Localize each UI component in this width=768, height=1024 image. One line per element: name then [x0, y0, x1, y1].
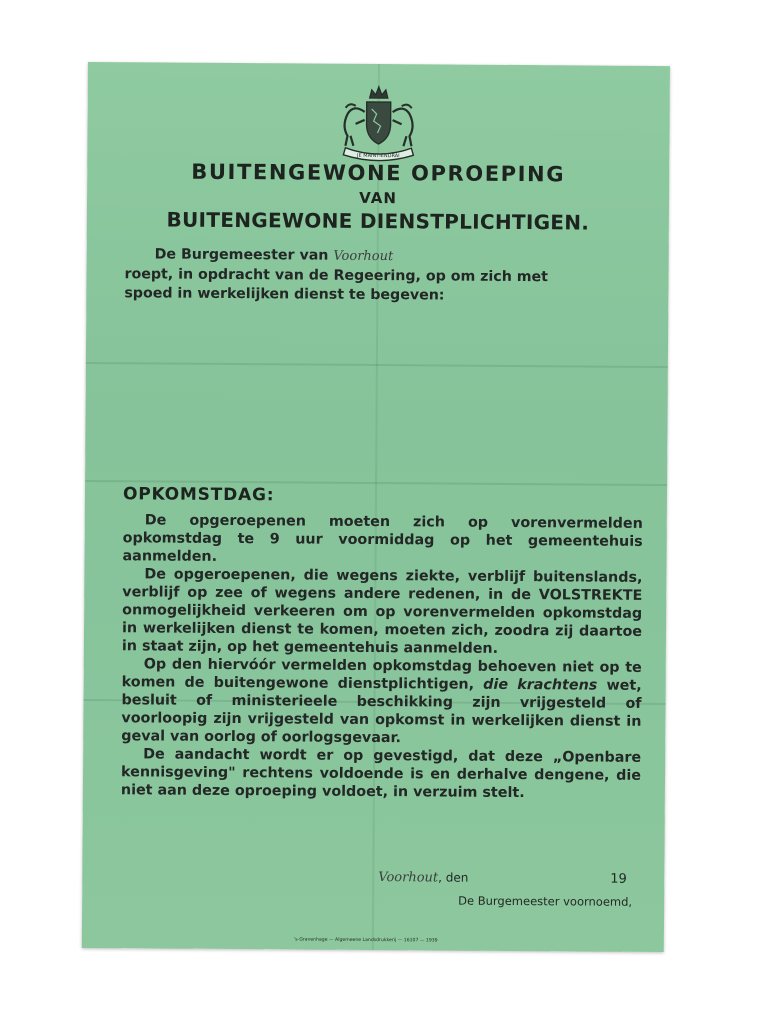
body-text: [121, 511, 643, 803]
italic-text: die krachtens: [483, 676, 598, 694]
intro-line-3: spoed in werkelijken dienst te begeven:: [124, 285, 445, 304]
paragraph-text: wet, besluit of ministerieele beschikking zijn vrijgesteld of voorloopig zijn vrijgesteld van opkomst in werkelijken dienst in geval van oorlog of oorlogsgevaar.: [121, 677, 642, 747]
date-line: [378, 870, 468, 886]
paragraph: [122, 565, 643, 659]
printer-imprint: 's-Gravenhage — Algemeene Landsdrukkerij — 16107 — 1939: [293, 937, 438, 944]
paragraph: [121, 655, 642, 749]
paragraph-text: Op den hiervóór vermelden opkomstdag behoeven niet op te komen de buitengewone dienstplichtigen,: [121, 656, 642, 693]
year-prefix: 19: [610, 871, 627, 887]
paragraph-text: onmogelijkheid verkeeren om op vorenvermelden opkomstdag in werkelijken dienst te komen, moeten zich, zoodra zij daartoe in staat zijn, op het gemeentehuis aanmelden.: [121, 602, 643, 657]
svg-text:JE MAINTIENDRAI: JE MAINTIENDRAI: [357, 152, 400, 160]
emphasis-text: VOLSTREKTE: [538, 587, 643, 604]
intro-line-2: roept, in opdracht van de Regeering, op om zich met: [124, 265, 549, 285]
poster-subtitle: BUITENGEWONE DIENSTPLICHTIGEN.: [166, 207, 590, 235]
conscription-poster: [82, 62, 670, 952]
royal-coat-of-arms-icon: [335, 84, 422, 165]
date-den: , den: [438, 870, 469, 885]
poster-title-connector: VAN: [359, 188, 397, 208]
intro-prefix: De Burgemeester van: [154, 246, 329, 264]
paragraph: De aandacht wordt er op gevestigd, dat deze „Openbare kennisgeving" rechtens voldoende is en derhalve dengene, die niet aan deze oproeping voldoet, in verzuim stelt.: [120, 746, 642, 802]
handwritten-place: Voorhout: [333, 248, 394, 265]
poster-title: BUITENGEWONE OPROEPING: [191, 159, 566, 187]
section-heading: OPKOMSTDAG:: [122, 484, 275, 506]
intro-text: [124, 245, 644, 307]
handwritten-place: Voorhout: [378, 870, 439, 886]
signature-line: De Burgemeester voornoemd,: [458, 893, 633, 909]
paragraph-text: De opgeroepenen, die wegens ziekte, verblijf buitenslands, verblijf op zee of wegens andere redenen, in de: [122, 566, 643, 604]
paragraph: De opgeroepenen moeten zich op vorenvermelden opkomstdag te 9 uur voormiddag op het gemeentehuis aanmelden.: [122, 512, 643, 565]
